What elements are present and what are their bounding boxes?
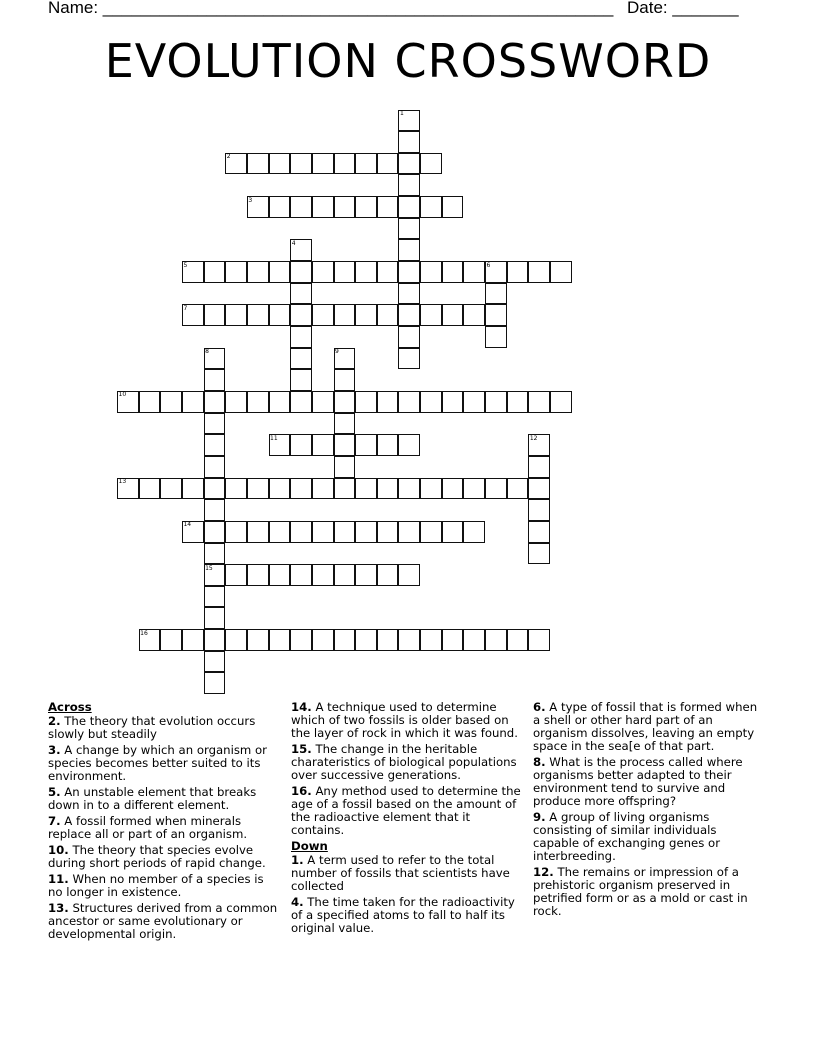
grid-cell[interactable] bbox=[334, 413, 356, 435]
grid-cell[interactable] bbox=[420, 196, 442, 218]
across-heading: Across bbox=[48, 700, 92, 714]
grid-cell[interactable] bbox=[485, 326, 507, 348]
clue-item-text: A change by which an organism or species becomes better suited to its environment. bbox=[48, 743, 267, 783]
grid-cell[interactable] bbox=[463, 521, 485, 543]
grid-cell[interactable] bbox=[247, 478, 269, 500]
clue-number: 11 bbox=[270, 434, 278, 442]
clue-item-number: 13. bbox=[48, 901, 69, 915]
grid-cell[interactable] bbox=[204, 586, 226, 608]
grid-cell[interactable] bbox=[312, 196, 334, 218]
clue-item-number: 12. bbox=[533, 865, 554, 879]
clue-item-number: 3. bbox=[48, 743, 61, 757]
clue-item-text: The theory that species evolve during short periods of rapid change. bbox=[48, 843, 266, 870]
clue-item-text: When no member of a species is no longer in existence. bbox=[48, 872, 264, 899]
grid-cell[interactable] bbox=[398, 283, 420, 305]
grid-cell[interactable] bbox=[334, 564, 356, 586]
grid-cell[interactable] bbox=[334, 261, 356, 283]
clue-item bbox=[291, 854, 525, 893]
grid-cell[interactable] bbox=[247, 564, 269, 586]
grid-cell[interactable] bbox=[355, 434, 377, 456]
grid-cell[interactable] bbox=[463, 261, 485, 283]
grid-cell[interactable] bbox=[355, 261, 377, 283]
grid-cell[interactable] bbox=[485, 283, 507, 305]
grid-cell[interactable] bbox=[334, 369, 356, 391]
grid-cell[interactable] bbox=[377, 196, 399, 218]
clue-number: 4 bbox=[291, 239, 296, 247]
grid-cell[interactable] bbox=[312, 434, 334, 456]
grid-cell[interactable] bbox=[355, 478, 377, 500]
clue-item-number: 6. bbox=[533, 700, 546, 714]
clue-item-text: Structures derived from a common ancestor or same evolutionary or developmental origin. bbox=[48, 901, 278, 941]
clues-column-3 bbox=[533, 701, 761, 921]
grid-cell[interactable] bbox=[377, 434, 399, 456]
grid-cell[interactable] bbox=[204, 629, 226, 651]
grid-cell[interactable] bbox=[290, 434, 312, 456]
grid-cell[interactable] bbox=[507, 478, 529, 500]
grid-cell[interactable] bbox=[398, 239, 420, 261]
grid-cell[interactable] bbox=[398, 391, 420, 413]
clue-number: 12 bbox=[529, 434, 538, 442]
grid-cell[interactable] bbox=[485, 478, 507, 500]
grid-cell[interactable] bbox=[334, 478, 356, 500]
clue-item bbox=[48, 844, 280, 870]
clue-number: 10 bbox=[118, 391, 127, 399]
down-clue-list-continued bbox=[533, 701, 761, 918]
grid-cell[interactable] bbox=[528, 543, 550, 565]
clue-number: 16 bbox=[140, 629, 148, 637]
grid-cell[interactable] bbox=[269, 304, 291, 326]
grid-cell[interactable] bbox=[290, 261, 312, 283]
grid-cell[interactable] bbox=[398, 434, 420, 456]
down-heading: Down bbox=[291, 839, 328, 853]
grid-cell[interactable] bbox=[204, 434, 226, 456]
clue-item bbox=[533, 866, 761, 918]
grid-cell[interactable] bbox=[463, 304, 485, 326]
grid-cell[interactable] bbox=[204, 391, 226, 413]
grid-cell[interactable] bbox=[355, 196, 377, 218]
clue-item bbox=[48, 786, 280, 812]
name-field-label: Name: ______________________________________________________ bbox=[48, 0, 614, 17]
clue-number: 8 bbox=[205, 348, 209, 356]
grid-cell[interactable] bbox=[247, 521, 269, 543]
grid-cell[interactable] bbox=[204, 543, 226, 565]
grid-cell[interactable] bbox=[355, 564, 377, 586]
grid-cell[interactable] bbox=[204, 499, 226, 521]
grid-cell[interactable] bbox=[420, 478, 442, 500]
grid-cell[interactable] bbox=[485, 629, 507, 651]
grid-cell[interactable] bbox=[334, 153, 356, 175]
grid-cell[interactable] bbox=[334, 521, 356, 543]
clue-item-text: The theory that evolution occurs slowly but steadily bbox=[48, 714, 256, 741]
clue-item-text: A term used to refer to the total number of fossils that scientists have collected bbox=[291, 853, 510, 893]
grid-cell[interactable] bbox=[334, 304, 356, 326]
grid-cell[interactable] bbox=[312, 521, 334, 543]
grid-cell[interactable] bbox=[355, 521, 377, 543]
grid-cell[interactable] bbox=[160, 478, 182, 500]
grid-cell[interactable] bbox=[269, 391, 291, 413]
grid-cell[interactable] bbox=[247, 304, 269, 326]
page-title: EVOLUTION CROSSWORD bbox=[104, 34, 712, 88]
grid-cell[interactable] bbox=[204, 456, 226, 478]
grid-cell[interactable] bbox=[225, 304, 247, 326]
grid-cell[interactable] bbox=[269, 153, 291, 175]
grid-cell[interactable] bbox=[204, 478, 226, 500]
clue-number: 9 bbox=[335, 348, 339, 356]
grid-cell[interactable] bbox=[160, 391, 182, 413]
grid-cell[interactable] bbox=[290, 369, 312, 391]
clue-item-number: 2. bbox=[48, 714, 61, 728]
grid-cell[interactable] bbox=[182, 478, 204, 500]
grid-cell[interactable] bbox=[420, 391, 442, 413]
clue-item bbox=[533, 701, 761, 753]
grid-cell[interactable] bbox=[225, 478, 247, 500]
clue-item-number: 10. bbox=[48, 843, 69, 857]
clue-number: 2 bbox=[226, 153, 231, 161]
grid-cell[interactable] bbox=[204, 521, 226, 543]
grid-cell[interactable] bbox=[528, 261, 550, 283]
grid-cell[interactable] bbox=[398, 153, 420, 175]
grid-cell[interactable] bbox=[204, 607, 226, 629]
across-clue-list-continued bbox=[291, 701, 525, 837]
grid-cell[interactable] bbox=[442, 521, 464, 543]
grid-cell[interactable] bbox=[377, 478, 399, 500]
grid-cell[interactable] bbox=[550, 261, 572, 283]
clue-item-text: A type of fossil that is formed when a shell or other hard part of an organism dissolves, leaving an empty space in the sea[e of that part. bbox=[533, 700, 758, 753]
grid-cell[interactable] bbox=[225, 391, 247, 413]
across-clue-list bbox=[48, 715, 280, 941]
clue-item bbox=[48, 815, 280, 841]
grid-cell[interactable] bbox=[312, 629, 334, 651]
grid-cell[interactable] bbox=[420, 521, 442, 543]
clue-number: 3 bbox=[248, 196, 253, 204]
grid-cell[interactable] bbox=[507, 629, 529, 651]
clue-item-text: Any method used to determine the age of a fossil based on the amount of the radioactive element that it contains. bbox=[291, 784, 521, 837]
grid-cell[interactable] bbox=[420, 629, 442, 651]
grid-cell[interactable] bbox=[377, 261, 399, 283]
grid-cell[interactable] bbox=[463, 478, 485, 500]
down-clue-list bbox=[291, 854, 525, 935]
grid-cell[interactable] bbox=[398, 218, 420, 240]
grid-cell[interactable] bbox=[442, 196, 464, 218]
grid-cell[interactable] bbox=[247, 629, 269, 651]
clue-item bbox=[291, 743, 525, 782]
grid-cell[interactable] bbox=[225, 629, 247, 651]
grid-cell[interactable] bbox=[528, 478, 550, 500]
grid-cell[interactable] bbox=[420, 261, 442, 283]
clue-item-number: 1. bbox=[291, 853, 304, 867]
grid-cell[interactable] bbox=[269, 196, 291, 218]
grid-cell[interactable] bbox=[507, 261, 529, 283]
clue-item-number: 14. bbox=[291, 700, 312, 714]
clue-number: 1 bbox=[399, 110, 404, 117]
clue-item bbox=[533, 756, 761, 808]
clue-number: 13 bbox=[118, 478, 127, 486]
grid-cell[interactable] bbox=[398, 304, 420, 326]
grid-cell[interactable] bbox=[420, 304, 442, 326]
clues-column-2 bbox=[291, 701, 525, 938]
grid-cell[interactable] bbox=[204, 261, 226, 283]
grid-cell[interactable] bbox=[442, 629, 464, 651]
clue-item-number: 15. bbox=[291, 742, 312, 756]
grid-cell[interactable] bbox=[225, 564, 247, 586]
grid-cell[interactable] bbox=[247, 391, 269, 413]
grid-cell[interactable] bbox=[312, 304, 334, 326]
grid-cell[interactable] bbox=[528, 456, 550, 478]
grid-cell[interactable] bbox=[269, 629, 291, 651]
grid-cell[interactable] bbox=[182, 391, 204, 413]
clue-item-text: The remains or impression of a prehistoric organism preserved in petrified form or as a mold or cast in rock. bbox=[533, 865, 748, 918]
grid-cell[interactable] bbox=[377, 629, 399, 651]
grid-cell[interactable] bbox=[398, 196, 420, 218]
grid-cell[interactable] bbox=[269, 261, 291, 283]
grid-cell[interactable] bbox=[160, 629, 182, 651]
grid-cell[interactable] bbox=[334, 196, 356, 218]
clue-item-text: A technique used to determine which of two fossils is older based on the layer of rock in which it was found. bbox=[291, 700, 518, 740]
grid-cell[interactable] bbox=[290, 521, 312, 543]
clue-item-number: 7. bbox=[48, 814, 61, 828]
clue-item bbox=[291, 701, 525, 740]
grid-cell[interactable] bbox=[225, 521, 247, 543]
grid-cell[interactable] bbox=[204, 413, 226, 435]
grid-cell[interactable] bbox=[420, 153, 442, 175]
clue-item-number: 11. bbox=[48, 872, 69, 886]
clue-item bbox=[48, 744, 280, 783]
clue-item-text: An unstable element that breaks down in to a different element. bbox=[48, 785, 257, 812]
grid-cell[interactable] bbox=[312, 153, 334, 175]
grid-cell[interactable] bbox=[247, 261, 269, 283]
clue-item bbox=[291, 896, 525, 935]
grid-cell[interactable] bbox=[290, 478, 312, 500]
grid-cell[interactable] bbox=[355, 304, 377, 326]
clue-item bbox=[48, 873, 280, 899]
grid-cell[interactable] bbox=[269, 521, 291, 543]
grid-cell[interactable] bbox=[528, 521, 550, 543]
grid-cell[interactable] bbox=[398, 521, 420, 543]
grid-cell[interactable] bbox=[398, 478, 420, 500]
clue-item-number: 9. bbox=[533, 810, 546, 824]
grid-cell[interactable] bbox=[204, 672, 226, 694]
grid-cell[interactable] bbox=[290, 283, 312, 305]
grid-cell[interactable] bbox=[290, 391, 312, 413]
clue-number: 14 bbox=[183, 521, 192, 529]
grid-cell[interactable] bbox=[355, 391, 377, 413]
date-field-label: Date: _______ bbox=[627, 0, 739, 17]
clue-item-text: The change in the heritable charateristics of biological populations over successive generations. bbox=[291, 742, 517, 782]
clue-number: 7 bbox=[183, 304, 188, 312]
grid-cell[interactable] bbox=[398, 629, 420, 651]
grid-cell[interactable] bbox=[485, 304, 507, 326]
clue-number: 5 bbox=[183, 261, 188, 269]
grid-cell[interactable] bbox=[225, 261, 247, 283]
clue-item-number: 16. bbox=[291, 784, 312, 798]
grid-cell[interactable] bbox=[377, 521, 399, 543]
grid-cell[interactable] bbox=[398, 564, 420, 586]
clue-item-text: The time taken for the radioactivity of a specified atoms to fall to half its original value. bbox=[291, 895, 515, 935]
grid-cell[interactable] bbox=[377, 391, 399, 413]
grid-cell[interactable] bbox=[528, 391, 550, 413]
grid-cell[interactable] bbox=[334, 629, 356, 651]
clue-number: 6 bbox=[486, 261, 491, 269]
grid-cell[interactable] bbox=[204, 369, 226, 391]
grid-cell[interactable] bbox=[269, 478, 291, 500]
grid-cell[interactable] bbox=[485, 391, 507, 413]
grid-cell[interactable] bbox=[398, 174, 420, 196]
grid-cell[interactable] bbox=[290, 629, 312, 651]
grid-cell[interactable] bbox=[398, 348, 420, 370]
grid-cell[interactable] bbox=[398, 131, 420, 153]
grid-cell[interactable] bbox=[204, 651, 226, 673]
grid-cell[interactable] bbox=[312, 478, 334, 500]
grid-cell[interactable] bbox=[463, 391, 485, 413]
clue-item-text: A group of living organisms consisting of similar individuals capable of exchanging genes or interbreeding. bbox=[533, 810, 720, 863]
grid-cell[interactable] bbox=[139, 391, 161, 413]
clue-item-number: 4. bbox=[291, 895, 304, 909]
grid-cell[interactable] bbox=[463, 629, 485, 651]
grid-cell[interactable] bbox=[442, 391, 464, 413]
grid-cell[interactable] bbox=[442, 478, 464, 500]
grid-cell[interactable] bbox=[204, 304, 226, 326]
clue-item-number: 8. bbox=[533, 755, 546, 769]
clue-item-text: What is the process called where organisms better adapted to their environment tend to survive and produce more offspring? bbox=[533, 755, 743, 808]
grid-cell[interactable] bbox=[528, 499, 550, 521]
grid-cell[interactable] bbox=[290, 326, 312, 348]
grid-cell[interactable] bbox=[377, 564, 399, 586]
grid-cell[interactable] bbox=[139, 478, 161, 500]
grid-cell[interactable] bbox=[247, 153, 269, 175]
grid-cell[interactable] bbox=[290, 348, 312, 370]
grid-cell[interactable] bbox=[355, 153, 377, 175]
grid-cell[interactable] bbox=[290, 153, 312, 175]
grid-cell[interactable] bbox=[290, 196, 312, 218]
clue-item bbox=[533, 811, 761, 863]
clue-item bbox=[48, 902, 280, 941]
clue-item bbox=[48, 715, 280, 741]
clue-number: 15 bbox=[205, 564, 213, 572]
grid-cell[interactable] bbox=[269, 564, 291, 586]
clue-item-text: A fossil formed when minerals replace all or part of an organism. bbox=[48, 814, 248, 841]
grid-cell[interactable] bbox=[507, 391, 529, 413]
grid-cell[interactable] bbox=[312, 564, 334, 586]
grid-cell[interactable] bbox=[334, 456, 356, 478]
grid-cell[interactable] bbox=[398, 261, 420, 283]
grid-cell[interactable] bbox=[334, 391, 356, 413]
grid-cell[interactable] bbox=[334, 434, 356, 456]
grid-cell[interactable] bbox=[312, 391, 334, 413]
grid-cell[interactable] bbox=[550, 391, 572, 413]
grid-cell[interactable] bbox=[182, 629, 204, 651]
clue-item-number: 5. bbox=[48, 785, 61, 799]
grid-cell[interactable] bbox=[398, 326, 420, 348]
grid-cell[interactable] bbox=[442, 304, 464, 326]
clues-column-1 bbox=[48, 701, 280, 944]
clue-item bbox=[291, 785, 525, 837]
grid-cell[interactable] bbox=[355, 629, 377, 651]
grid-cell[interactable] bbox=[290, 564, 312, 586]
grid-cell[interactable] bbox=[312, 261, 334, 283]
grid-cell[interactable] bbox=[377, 304, 399, 326]
grid-cell[interactable] bbox=[528, 629, 550, 651]
grid-cell[interactable] bbox=[442, 261, 464, 283]
grid-cell[interactable] bbox=[377, 153, 399, 175]
grid-cell[interactable] bbox=[290, 304, 312, 326]
